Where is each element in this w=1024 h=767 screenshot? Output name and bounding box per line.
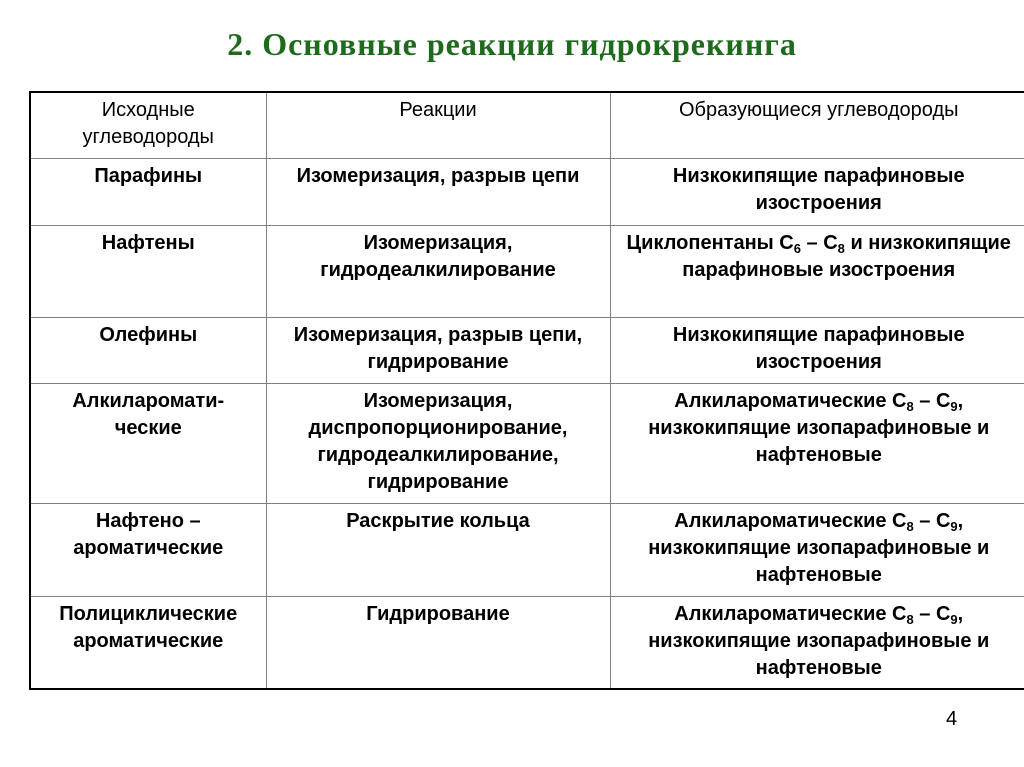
product-sep: – С — [913, 509, 951, 532]
table-row — [30, 317, 1024, 383]
table-row — [30, 225, 1024, 317]
subscript: 8 — [906, 518, 914, 534]
product-text: , низкокипящие изопарафиновые и нафтеновые — [648, 602, 990, 679]
page-title: 2. Основные реакции гидрокрекинга — [227, 26, 797, 62]
header-source: Исходные углеводороды — [30, 92, 266, 158]
cell-source: Парафины — [30, 158, 266, 225]
cell-product — [610, 503, 1024, 596]
cell-product — [610, 225, 1024, 317]
cell-product — [610, 596, 1024, 689]
cell-reaction: Изомеризация, диспропорционирование, гидродеалкилирование, гидрирование — [266, 383, 610, 503]
table-row — [30, 596, 1024, 689]
subscript: 8 — [906, 611, 914, 627]
product-text: , низкокипящие изопарафиновые и нафтеновые — [648, 389, 990, 466]
product-text: Низкокипящие парафиновые изостроения — [672, 164, 965, 214]
subscript: 8 — [837, 240, 845, 256]
page-number: 4 — [946, 708, 958, 730]
reactions-table — [29, 91, 1024, 690]
cell-source: Нафтено – ароматические — [30, 503, 266, 596]
cell-reaction: Гидрирование — [266, 596, 610, 689]
cell-reaction: Раскрытие кольца — [266, 503, 610, 596]
cell-product — [610, 158, 1024, 225]
product-text: Циклопентаны С — [626, 231, 794, 254]
cell-source: Алкиларомати-ческие — [30, 383, 266, 503]
product-sep: – С — [913, 602, 951, 625]
cell-product — [610, 317, 1024, 383]
product-text: , низкокипящие изопарафиновые и нафтеновые — [648, 509, 990, 586]
product-text: Алкилароматические С — [674, 509, 907, 532]
cell-reaction: Изомеризация, разрыв цепи — [266, 158, 610, 225]
subscript: 6 — [793, 240, 801, 256]
product-sep: – С — [800, 231, 838, 254]
product-text: Низкокипящие парафиновые изостроения — [672, 323, 965, 373]
cell-reaction: Изомеризация, разрыв цепи, гидрирование — [266, 317, 610, 383]
product-text: Алкилароматические С — [674, 389, 907, 412]
cell-reaction: Изомеризация, гидродеалкилирование — [266, 225, 610, 317]
header-reaction: Реакции — [266, 92, 610, 158]
header-product: Образующиеся углеводороды — [610, 92, 1024, 158]
product-text: Алкилароматические С — [674, 602, 907, 625]
product-text: и низкокипящие парафиновые изостроения — [682, 231, 1011, 281]
cell-source: Нафтены — [30, 225, 266, 317]
table-row — [30, 383, 1024, 503]
subscript: 8 — [906, 398, 914, 414]
cell-product — [610, 383, 1024, 503]
subscript: 9 — [950, 611, 958, 627]
subscript: 9 — [950, 518, 958, 534]
subscript: 9 — [950, 398, 958, 414]
table-header-row — [30, 92, 1024, 158]
table-row — [30, 503, 1024, 596]
cell-source: Олефины — [30, 317, 266, 383]
table-row — [30, 158, 1024, 225]
cell-source: Полициклические ароматические — [30, 596, 266, 689]
product-sep: – С — [913, 389, 951, 412]
